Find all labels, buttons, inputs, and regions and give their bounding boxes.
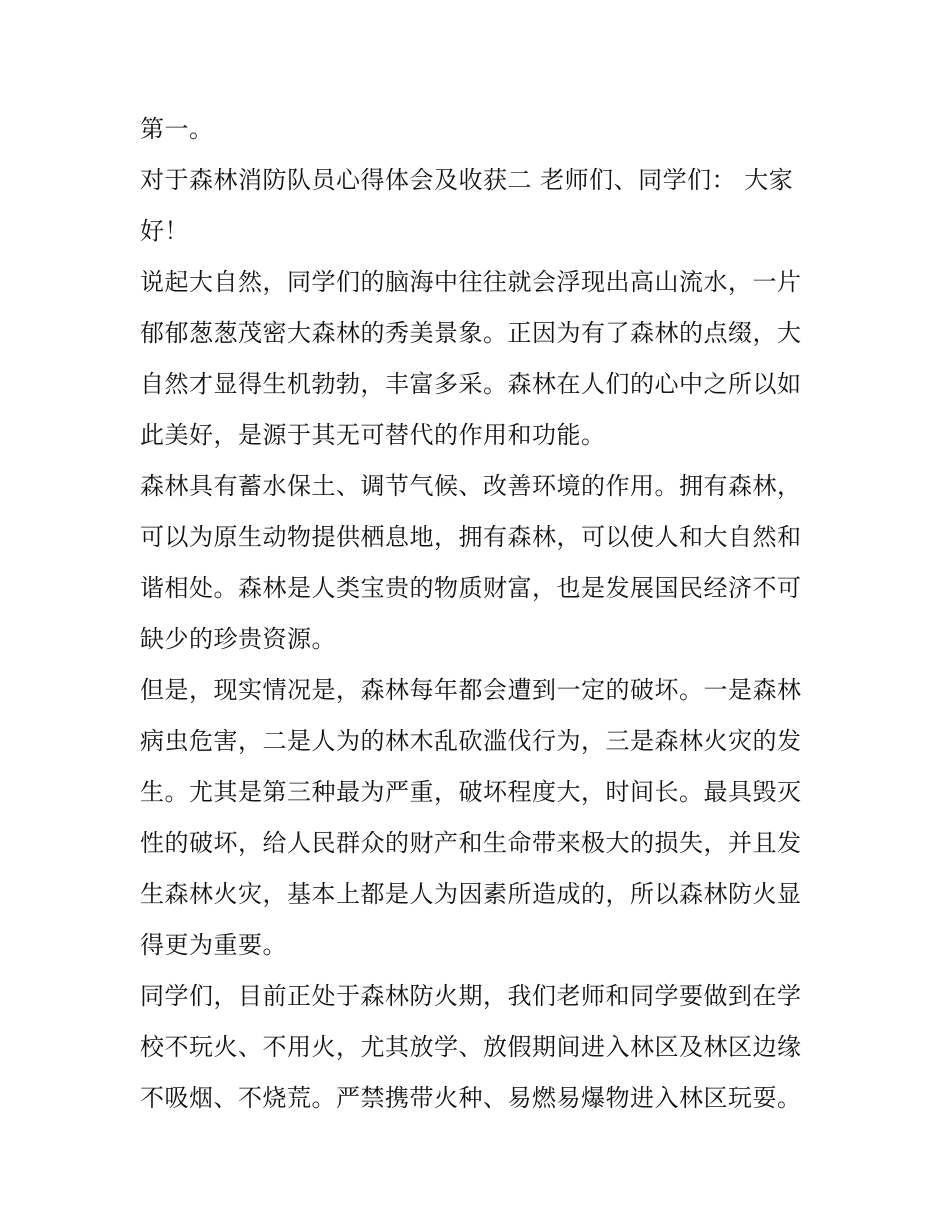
paragraph-fire-prevention: 同学们，目前正处于森林防火期，我们老师和同学要做到在学校不玩火、不用火，尤其放学、放假期间进入林区及林区边缘不吸烟、不烧荒。严禁携带火种、易燃易爆物进入林区玩耍。 [140, 982, 802, 1112]
document-body [140, 104, 812, 1124]
paragraph-forest-damage: 但是，现实情况是，森林每年都会遭到一定的破坏。一是森林病虫危害，二是人为的林木乱砍滥伐行为，三是森林火灾的发生。尤其是第三种最为严重，破坏程度大，时间长。最具毁灭性的破坏，给人民群众的财产和生命带来极大的损失，并且发生森林火灾，基本上都是人为因素所造成的，所以森林防火显得更为重要。 [140, 676, 802, 959]
paragraph-heading: 第一。 [140, 115, 214, 143]
paragraph-nature: 说起大自然，同学们的脑海中往往就会浮现出高山流水，一片郁郁葱葱茂密大森林的秀美景象。正因为有了森林的点缀，大自然才显得生机勃勃，丰富多采。森林在人们的心中之所以如此美好，是源于其无可替代的作用和功能。 [140, 268, 802, 449]
paragraph-title-greeting: 对于森林消防队员心得体会及收获二 老师们、同学们： 大家好！ [140, 166, 794, 245]
paragraph-forest-functions: 森林具有蓄水保土、调节气候、改善环境的作用。拥有森林，可以为原生动物提供栖息地，拥有森林，可以使人和大自然和谐相处。森林是人类宝贵的物质财富，也是发展国民经济不可缺少的珍贵资源。 [140, 472, 802, 653]
